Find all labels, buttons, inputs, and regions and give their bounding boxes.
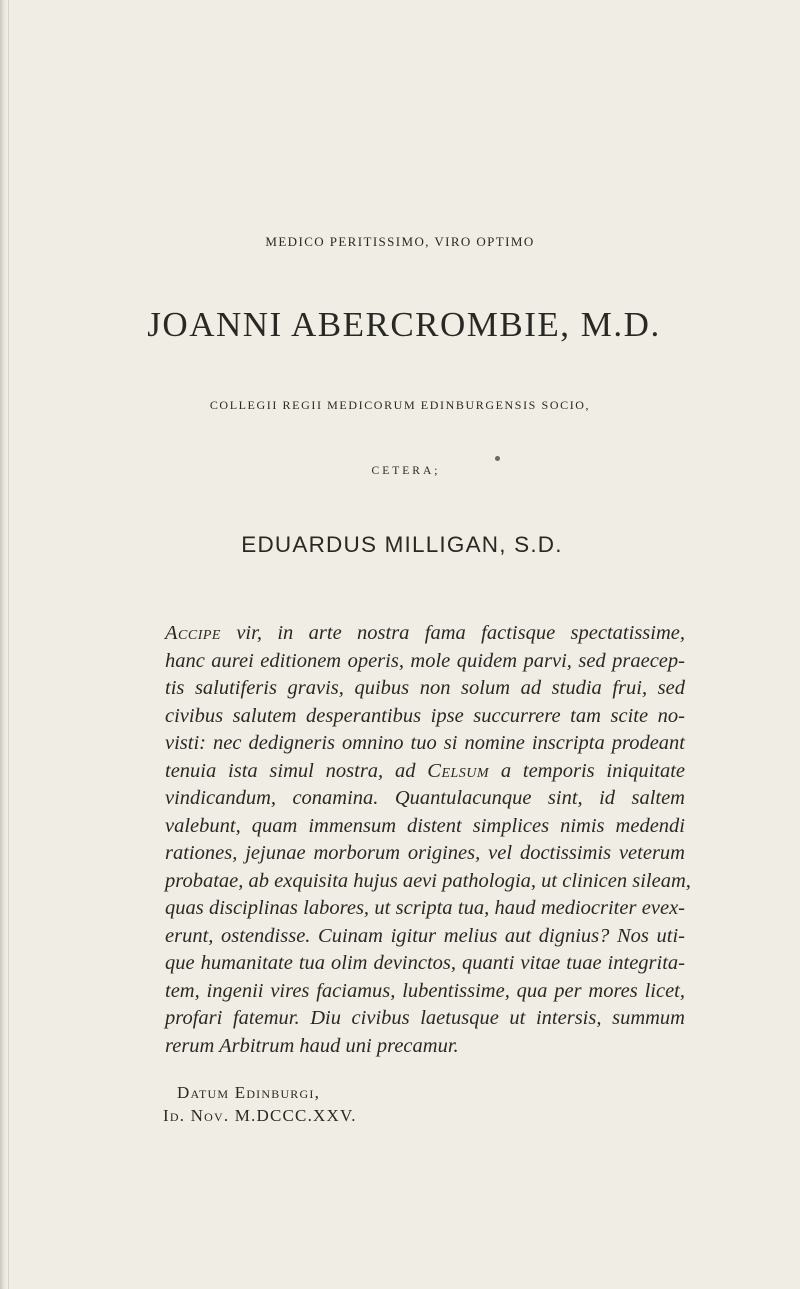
letter-line-14: tem, ingenii vires faciamus, lubentissime, qua per mores licet, xyxy=(165,979,685,1002)
letter-line-7: vindicandum, conamina. Quantulacunque sint, id saltem xyxy=(165,787,685,809)
page-edge-line xyxy=(8,0,9,1289)
page-edge xyxy=(0,0,6,1289)
letter-line-6 xyxy=(165,758,685,786)
letter-line-15: profari fatemur. Diu civibus laetusque ut intersis, summum xyxy=(165,1007,685,1029)
opening-word: Accipe xyxy=(165,622,221,644)
letter-line-1-text: vir, in arte nostra fama factisque spectatissime, xyxy=(220,622,685,644)
letter-line-6-end: a temporis iniquitate xyxy=(489,759,686,782)
signoff-date: Id. Nov. M.DCCC.XXV. xyxy=(163,1106,357,1125)
letter-line-4: civibus salutem desperantibus ipse succurrere tam scite no- xyxy=(165,704,685,727)
dedication-cetera: CETERA; xyxy=(371,465,441,477)
letter-line-13: que humanitate tua olim devinctos, quanti vitae tuae integrita- xyxy=(165,952,685,974)
dedication-title-line: MEDICO PERITISSIMO, VIRO OPTIMO xyxy=(265,234,535,249)
dedication-college-line: COLLEGII REGII MEDICORUM EDINBURGENSIS SOCIO, xyxy=(209,398,591,412)
signoff-place: Datum Edinburgi, xyxy=(177,1083,321,1102)
letter-line-8: valebunt, quam immensum distent simplices nimis medendi xyxy=(165,814,685,837)
dedicatee-name: JOANNI ABERCROMBIE, M.D. xyxy=(147,305,661,344)
author-line: EDUARDUS MILLIGAN, S.D. xyxy=(241,532,563,557)
letter-line-9: rationes, jejunae morborum origines, vel doctissimis veterum xyxy=(165,842,685,864)
letter-line-3: tis salutiferis gravis, quibus non solum ad studia frui, sed xyxy=(165,677,685,699)
letter-line-1 xyxy=(165,620,685,648)
dedicatory-letter xyxy=(165,620,691,1060)
letter-line-10: probatae, ab exquisita hujus aevi pathologia, ut clinicen sileam, xyxy=(165,869,691,892)
letter-line-6-start: tenuia ista simul nostra, ad xyxy=(165,759,416,782)
celsum-name: Celsum xyxy=(427,759,490,782)
letter-line-5: visti: nec dedigneris omnino tuo si nomine inscripta prodeant xyxy=(165,732,685,754)
letter-line-16: rerum Arbitrum haud uni precamur. xyxy=(165,1034,459,1057)
letter-line-12: erunt, ostendisse. Cuinam igitur melius aut dignius? Nos uti- xyxy=(165,924,685,947)
ink-dot xyxy=(495,456,500,461)
letter-line-11: quas disciplinas labores, ut scripta tua, haud mediocriter evex- xyxy=(165,897,685,919)
letter-line-2: hanc aurei editionem operis, mole quidem parvi, sed praecep- xyxy=(165,649,685,672)
